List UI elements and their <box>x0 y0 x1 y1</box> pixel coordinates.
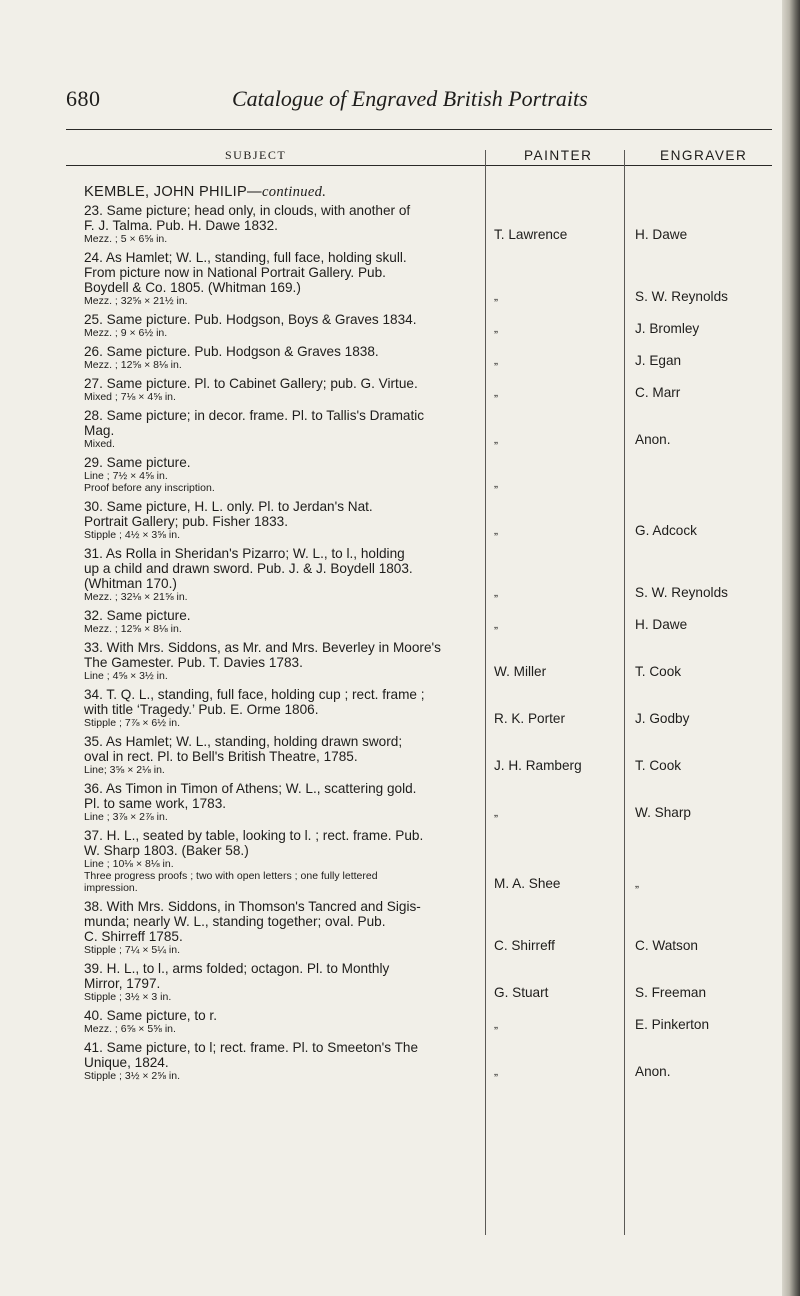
subject-line: 27. Same picture. Pl. to Cabinet Gallery; pub. G. Virtue. <box>84 376 418 391</box>
catalogue-entry <box>84 499 782 541</box>
entry-medium-size <box>84 1023 480 1035</box>
catalogue-entry <box>84 687 782 729</box>
meta-line: Mixed. <box>84 438 115 450</box>
column-header-engraver: ENGRAVER <box>660 148 748 163</box>
entry-medium-size <box>84 944 480 956</box>
entry-medium-size <box>84 717 480 729</box>
entry-engraver: C. Watson <box>635 938 698 953</box>
entry-medium-size <box>84 623 480 635</box>
entry-medium-size <box>84 811 480 823</box>
entry-medium-size <box>84 391 480 403</box>
entry-painter: „ <box>494 805 498 819</box>
entry-engraver: T. Cook <box>635 664 682 679</box>
subject-line: 34. T. Q. L., standing, full face, holding cup ; rect. frame ; <box>84 687 425 702</box>
catalogue-entry <box>84 899 782 956</box>
catalogue-entry <box>84 455 782 494</box>
subject-line: 33. With Mrs. Siddons, as Mr. and Mrs. Beverley in Moore's <box>84 640 441 655</box>
entry-painter: „ <box>494 1017 498 1031</box>
entry-engraver: „ <box>635 876 639 890</box>
entry-gap <box>84 1082 782 1087</box>
meta-line: Stipple ; 3½ × 2⅝ in. <box>84 1070 181 1082</box>
entry-subject <box>84 640 480 670</box>
entry-painter: T. Lawrence <box>494 227 568 242</box>
subject-line: 38. With Mrs. Siddons, in Thomson's Tancred and Sigis- <box>84 899 421 914</box>
entry-subject <box>84 828 480 858</box>
entry-subject <box>84 203 480 233</box>
subject-line: 37. H. L., seated by table, looking to l. ; rect. frame. Pub. <box>84 828 424 843</box>
meta-line: Stipple ; 3½ × 3 in. <box>84 991 172 1003</box>
sitter-name: KEMBLE, JOHN PHILIP <box>84 184 248 200</box>
continued-label: continued. <box>261 184 327 200</box>
entry-medium-size <box>84 670 480 682</box>
meta-line: impression. <box>84 882 138 894</box>
entry-medium-size <box>84 991 480 1003</box>
entry-subject <box>84 1008 480 1023</box>
meta-line: Mezz. ; 6⅝ × 5⅝ in. <box>84 1023 176 1035</box>
catalogue-entry <box>84 781 782 823</box>
entry-engraver: W. Sharp <box>635 805 691 820</box>
meta-line: Line; 3⅝ × 2⅛ in. <box>84 764 165 776</box>
entry-painter: „ <box>494 321 498 335</box>
catalogue-entry <box>84 376 782 403</box>
meta-line: Mezz. ; 32⅝ × 21½ in. <box>84 295 188 307</box>
entry-medium-size <box>84 764 480 776</box>
entry-subject <box>84 734 480 764</box>
entry-subject <box>84 250 480 295</box>
entry-subject <box>84 455 480 470</box>
subject-line: 32. Same picture. <box>84 608 191 623</box>
entry-painter: G. Stuart <box>494 985 549 1000</box>
subject-line: 36. As Timon in Timon of Athens; W. L., scattering gold. <box>84 781 417 796</box>
subject-line: Portrait Gallery; pub. Fisher 1833. <box>84 514 288 529</box>
meta-line: Three progress proofs ; two with open letters ; one fully lettered <box>84 870 378 882</box>
column-header-painter: PAINTER <box>524 148 593 163</box>
entry-medium-size <box>84 470 480 494</box>
subject-line: 31. As Rolla in Sheridan's Pizarro; W. L., to l., holding <box>84 546 405 561</box>
entry-engraver: H. Dawe <box>635 227 688 242</box>
entry-painter: „ <box>494 617 498 631</box>
meta-line: Line ; 3⅞ × 2⅞ in. <box>84 811 168 823</box>
entry-painter: „ <box>494 476 498 490</box>
entry-engraver: Anon. <box>635 1064 671 1079</box>
meta-line: Proof before any inscription. <box>84 482 215 494</box>
entry-engraver: S. W. Reynolds <box>635 289 728 304</box>
subject-line: Unique, 1824. <box>84 1055 169 1070</box>
subject-line: Boydell & Co. 1805. (Whitman 169.) <box>84 280 301 295</box>
entry-subject <box>84 1040 480 1070</box>
column-header-subject: SUBJECT <box>225 148 287 162</box>
catalogue-entry <box>84 203 782 245</box>
entry-painter: „ <box>494 523 498 537</box>
meta-line: Mixed ; 7⅛ × 4⅝ in. <box>84 391 176 403</box>
subject-line: 23. Same picture; head only, in clouds, with another of <box>84 203 411 218</box>
subject-line: 28. Same picture; in decor. frame. Pl. to Tallis's Dramatic <box>84 408 425 423</box>
entry-medium-size <box>84 529 480 541</box>
entry-medium-size <box>84 1070 480 1082</box>
entry-medium-size <box>84 327 480 339</box>
subject-line: 40. Same picture, to r. <box>84 1008 217 1023</box>
meta-line: Line ; 4⅝ × 3½ in. <box>84 670 168 682</box>
catalogue-entry <box>84 344 782 371</box>
entry-engraver: Anon. <box>635 432 671 447</box>
entry-medium-size <box>84 591 480 603</box>
entry-subject <box>84 781 480 811</box>
entry-painter: „ <box>494 1064 498 1078</box>
subject-line: C. Shirreff 1785. <box>84 929 183 944</box>
subject-line: oval in rect. Pl. to Bell's British Theatre, 1785. <box>84 749 358 764</box>
subject-line: with title ‘Tragedy.’ Pub. E. Orme 1806. <box>84 702 319 717</box>
catalogue-entry <box>84 312 782 339</box>
page-edge <box>782 0 800 1296</box>
entry-painter: „ <box>494 353 498 367</box>
entry-painter: W. Miller <box>494 664 547 679</box>
entry-engraver: S. W. Reynolds <box>635 585 728 600</box>
entry-engraver: G. Adcock <box>635 523 697 538</box>
subject-line: (Whitman 170.) <box>84 576 177 591</box>
page-number: 680 <box>66 86 101 111</box>
entry-subject <box>84 961 480 991</box>
meta-line: Mezz. ; 12⅝ × 8⅛ in. <box>84 623 182 635</box>
entry-engraver: E. Pinkerton <box>635 1017 710 1032</box>
top-rule <box>66 129 772 130</box>
subject-line: munda; nearly W. L., standing together; oval. Pub. <box>84 914 386 929</box>
meta-line: Line ; 7½ × 4⅝ in. <box>84 470 168 482</box>
entry-medium-size <box>84 858 480 894</box>
entry-engraver: J. Godby <box>635 711 690 726</box>
entry-engraver: J. Bromley <box>635 321 700 336</box>
subject-line: 24. As Hamlet; W. L., standing, full face, holding skull. <box>84 250 407 265</box>
entry-list <box>84 203 782 1087</box>
catalogue-entry <box>84 250 782 307</box>
entry-painter: „ <box>494 432 498 446</box>
meta-line: Mezz. ; 9 × 6½ in. <box>84 327 168 339</box>
subject-line: 30. Same picture, H. L. only. Pl. to Jerdan's Nat. <box>84 499 373 514</box>
meta-line: Line ; 10⅛ × 8⅛ in. <box>84 858 174 870</box>
subject-line: 25. Same picture. Pub. Hodgson, Boys & Graves 1834. <box>84 312 417 327</box>
subject-line: F. J. Talma. Pub. H. Dawe 1832. <box>84 218 278 233</box>
entry-medium-size <box>84 359 480 371</box>
catalogue-entry <box>84 828 782 894</box>
subject-line: Pl. to same work, 1783. <box>84 796 227 811</box>
running-title: Catalogue of Engraved British Portraits <box>232 86 588 111</box>
entry-painter: „ <box>494 385 498 399</box>
header-rule <box>66 165 772 166</box>
subject-line: Mag. <box>84 423 115 438</box>
meta-line: Mezz. ; 5 × 6⅝ in. <box>84 233 168 245</box>
catalogue-entry <box>84 546 782 603</box>
subject-line: up a child and drawn sword. Pub. J. & J. Boydell 1803. <box>84 561 413 576</box>
subject-line: W. Sharp 1803. (Baker 58.) <box>84 843 249 858</box>
subject-line: From picture now in National Portrait Gallery. Pub. <box>84 265 386 280</box>
entry-engraver: J. Egan <box>635 353 682 368</box>
catalogue-entries <box>84 183 782 1087</box>
entry-painter: „ <box>494 289 498 303</box>
catalogue-entry <box>84 608 782 635</box>
entry-engraver: C. Marr <box>635 385 681 400</box>
subject-line: 35. As Hamlet; W. L., standing, holding drawn sword; <box>84 734 403 749</box>
subject-line: 26. Same picture. Pub. Hodgson & Graves 1838. <box>84 344 379 359</box>
catalogue-entry <box>84 1040 782 1082</box>
entry-painter: J. H. Ramberg <box>494 758 582 773</box>
section-heading: KEMBLE, JOHN PHILIP—continued. <box>84 184 327 200</box>
catalogue-entry <box>84 961 782 1003</box>
entry-painter: C. Shirreff <box>494 938 555 953</box>
entry-subject <box>84 312 480 327</box>
catalogue-entry <box>84 734 782 776</box>
entry-engraver: T. Cook <box>635 758 682 773</box>
entry-medium-size <box>84 295 480 307</box>
subject-line: 29. Same picture. <box>84 455 191 470</box>
entry-subject <box>84 687 480 717</box>
entry-subject <box>84 546 480 591</box>
meta-line: Mezz. ; 32⅛ × 21⅝ in. <box>84 591 188 603</box>
entry-subject <box>84 899 480 944</box>
meta-line: Mezz. ; 12⅝ × 8⅛ in. <box>84 359 182 371</box>
entry-painter: „ <box>494 585 498 599</box>
entry-medium-size <box>84 438 480 450</box>
entry-painter: M. A. Shee <box>494 876 561 891</box>
entry-subject <box>84 376 480 391</box>
catalogue-entry <box>84 1008 782 1035</box>
subject-line: 39. H. L., to l., arms folded; octagon. Pl. to Monthly <box>84 961 390 976</box>
entry-painter: R. K. Porter <box>494 711 566 726</box>
meta-line: Stipple ; 4½ × 3⅝ in. <box>84 529 181 541</box>
meta-line: Stipple ; 7⅞ × 6½ in. <box>84 717 181 729</box>
entry-engraver: S. Freeman <box>635 985 707 1000</box>
catalogue-entry <box>84 640 782 682</box>
subject-line: Mirror, 1797. <box>84 976 161 991</box>
meta-line: Stipple ; 7¼ × 5¼ in. <box>84 944 181 956</box>
entry-engraver: H. Dawe <box>635 617 688 632</box>
entry-subject <box>84 499 480 529</box>
entry-subject <box>84 608 480 623</box>
entry-subject <box>84 408 480 438</box>
subject-line: 41. Same picture, to l; rect. frame. Pl. to Smeeton's The <box>84 1040 419 1055</box>
catalogue-entry <box>84 408 782 450</box>
entry-medium-size <box>84 233 480 245</box>
entry-subject <box>84 344 480 359</box>
subject-line: The Gamester. Pub. T. Davies 1783. <box>84 655 303 670</box>
